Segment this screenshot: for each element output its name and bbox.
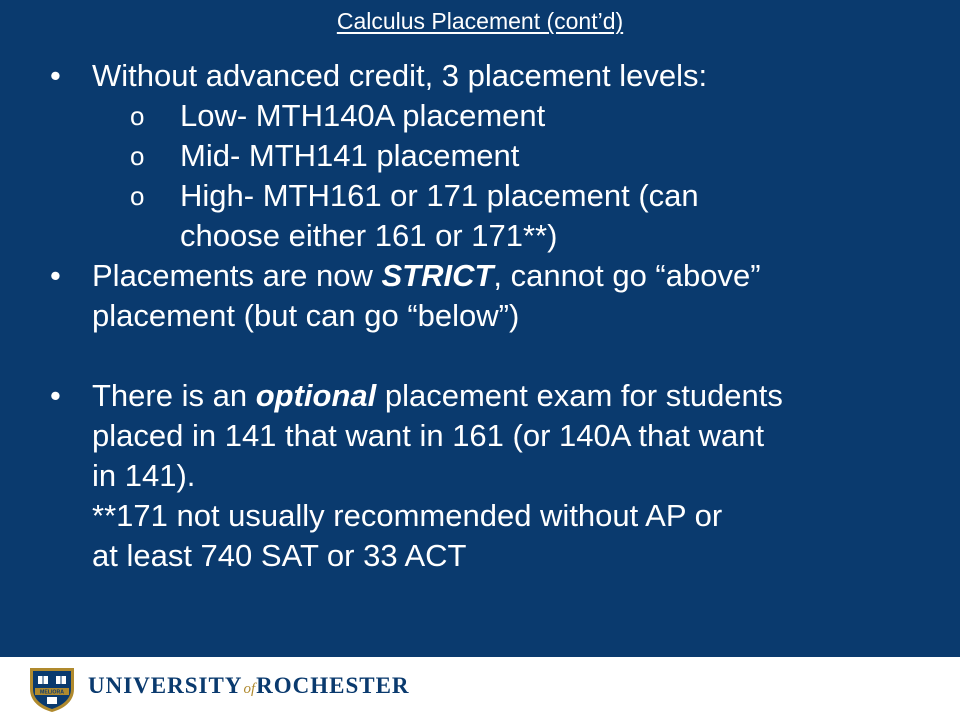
sub-bullet-glyph: o <box>130 181 145 211</box>
emphasis-optional: optional <box>255 378 377 413</box>
bullet-text-line: **171 not usually recommended without AP or <box>92 498 723 533</box>
bullet-text-line: placed in 141 that want in 161 (or 140A that want <box>92 418 765 453</box>
bullet-glyph: • <box>50 58 61 93</box>
sub-item-text: choose either 161 or 171**) <box>180 218 558 253</box>
bullet-item <box>50 56 940 96</box>
sub-item <box>50 96 940 136</box>
bullet-item <box>50 376 940 576</box>
wordmark-rochester: ROCHESTER <box>256 673 410 698</box>
bullet-text-post: , cannot go “above” <box>493 258 761 293</box>
sub-item <box>50 136 940 176</box>
sub-item-text: Low- MTH140A placement <box>180 98 546 133</box>
bullet-text-line: at least 740 SAT or 33 ACT <box>92 538 467 573</box>
crest-motto: MELIORA <box>40 689 64 696</box>
university-crest-logo <box>26 665 78 713</box>
bullet-text-pre: Placements are now <box>92 258 382 293</box>
sub-item-text: High- MTH161 or 171 placement (can <box>180 178 699 213</box>
spacer <box>50 336 940 376</box>
sub-item-text: Mid- MTH141 placement <box>180 138 520 173</box>
university-wordmark <box>88 673 410 699</box>
bullet-glyph: • <box>50 258 61 293</box>
bullet-text-line: in 141). <box>92 458 196 493</box>
bullet-text-pre: There is an <box>92 378 256 413</box>
sub-bullet-glyph: o <box>130 141 145 171</box>
slide-content <box>50 56 940 576</box>
wordmark-of: of <box>243 681 256 697</box>
bullet-text: Without advanced credit, 3 placement levels: <box>92 58 708 93</box>
footer <box>0 657 960 720</box>
bullet-text-line: placement (but can go “below”) <box>92 298 520 333</box>
sub-item <box>50 176 940 216</box>
sub-item-continuation <box>50 216 940 256</box>
sub-bullet-glyph: o <box>130 101 145 131</box>
bullet-text-post: placement exam for students <box>376 378 783 413</box>
slide-title: Calculus Placement (cont’d) <box>336 8 624 34</box>
bullet-glyph: • <box>50 378 61 413</box>
emphasis-strict: STRICT <box>381 258 494 293</box>
wordmark-university: UNIVERSITY <box>88 673 243 698</box>
bullet-item <box>50 256 940 336</box>
